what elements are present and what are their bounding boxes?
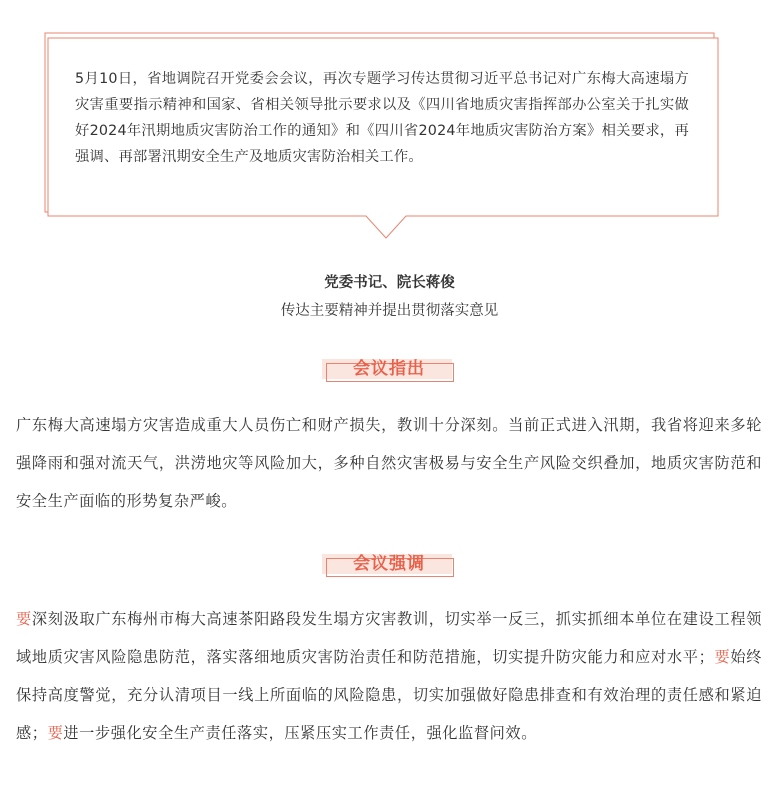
heading-title: 会议强调: [353, 554, 425, 574]
emphasis-lead: 要: [16, 610, 32, 628]
speaker-name: 党委书记、院长蒋俊: [324, 275, 455, 291]
emphasis-lead: 要: [714, 648, 731, 666]
heading-title: 会议指出: [353, 359, 425, 379]
emphasis-lead: 要: [47, 724, 64, 742]
intro-quote-box: [44, 32, 717, 242]
intro-text: 5月10日，省地调院召开党委会会议，再次专题学习传达贯彻习近平总书记对广东梅大高速塌方灾害重要指示精神和国家、省相关领导批示要求以及《四川省地质灾害指挥部办公室关于扎实做好2024年汛期地质灾害防治工作的通知》和《四川省2024年地质灾害防治方案》相关要求，再强调、再部署汛期安全生产及地质灾害防治相关工作。: [75, 71, 689, 165]
emphasis-item-text: 深刻汲取广东梅州市梅大高速茶阳路段发生塌方灾害教训，切实举一反三，抓实抓细本单位在建设工程领域地质灾害风险隐患防范，落实落细地质灾害防治责任和防范措施，切实提升防灾能力和应对水平；: [16, 610, 762, 666]
section2-paragraph: [16, 600, 762, 752]
speaker-description: 传达主要精神并提出贯彻落实意见: [280, 303, 499, 319]
section-heading-emphasized: [322, 551, 456, 579]
section-heading-pointed-out: [322, 356, 456, 384]
emphasis-item-text: 始终保持高度警觉，充分认清项目一线上所面临的风险隐患，切实加强做好隐患排查和有效治理的责任感和紧迫感；: [16, 648, 762, 742]
section1-paragraph: 广东梅大高速塌方灾害造成重大人员伤亡和财产损失，教训十分深刻。当前正式进入汛期，我省将迎来多轮强降雨和强对流天气，洪涝地灾等风险加大，多种自然灾害极易与安全生产风险交织叠加，地质灾害防范和安全生产面临的形势复杂严峻。: [16, 416, 762, 510]
emphasis-item-text: 进一步强化安全生产责任落实，压紧压实工作责任，强化监督问效。: [63, 724, 537, 742]
